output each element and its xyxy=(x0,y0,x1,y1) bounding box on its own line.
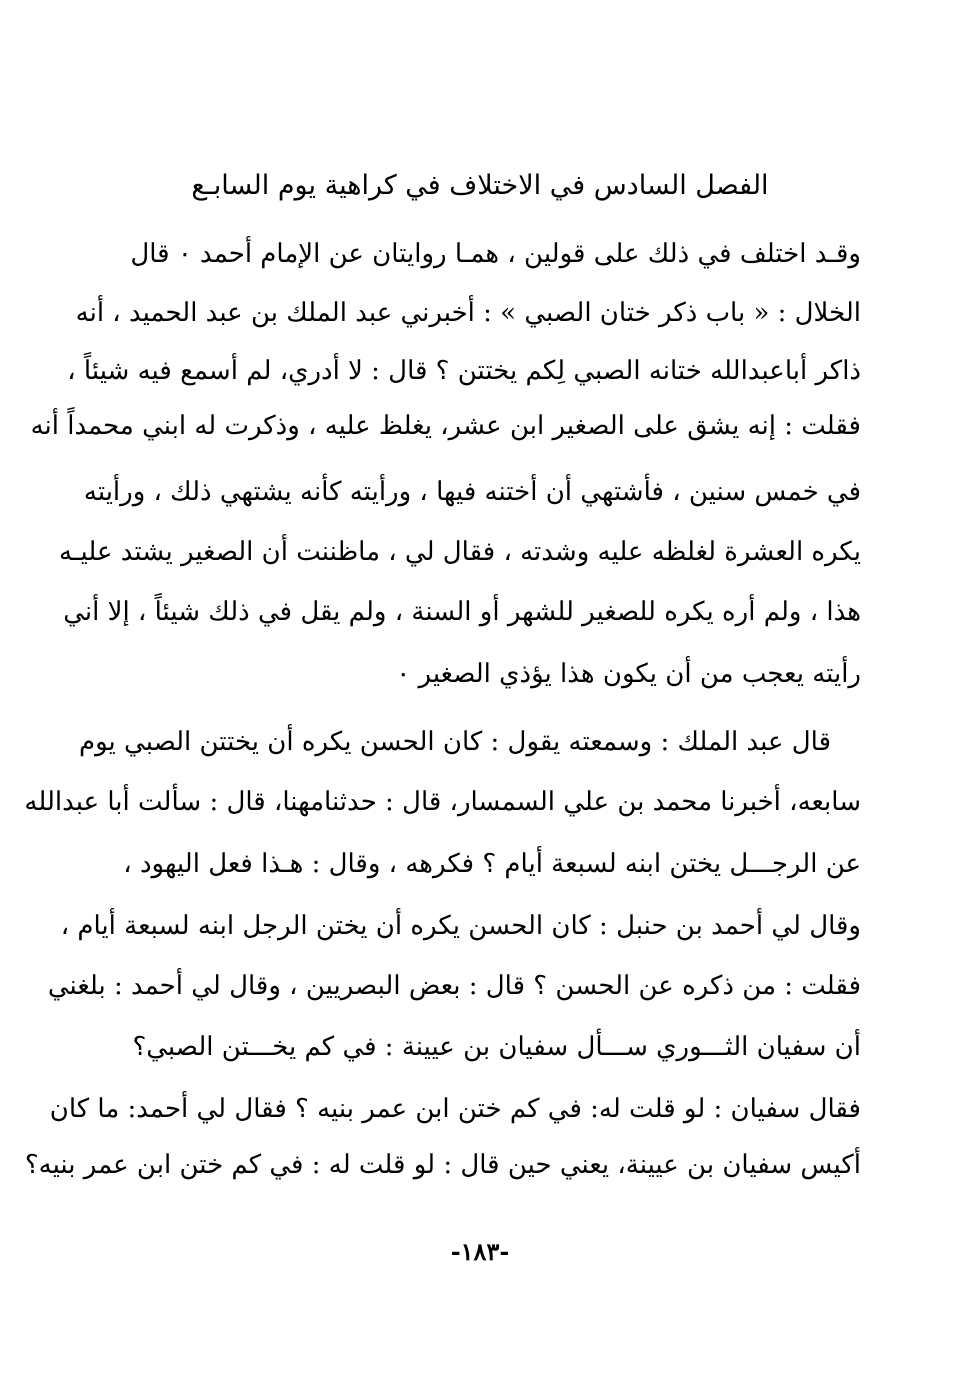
paragraph-2-line-4: وقال لي أحمد بن حنبل : كان الحسن يكره أن يختن الرجل ابنه لسبعة أيام ، xyxy=(60,911,861,941)
paragraph-1-line-5: في خمس سنين ، فأشتهي أن أختنه فيها ، ورأيته كأنه يشتهي ذلك ، ورأيته xyxy=(83,477,861,507)
paragraph-2-line-6: أن سفيان الثـــوري ســـأل سفيان بن عيينة : في كم يخـــتن الصبي؟ xyxy=(132,1032,861,1062)
paragraph-2-line-7: فقال سفيان : لو قلت له: في كم ختن ابن عمر بنيه ؟ فقال لي أحمد: ما كان xyxy=(49,1094,861,1124)
paragraph-1-line-2: الخلال : « باب ذكر ختان الصبي » : أخبرني عبد الملك بن عبد الحميد ، أنه xyxy=(75,298,861,328)
page-number: -١٨٣- xyxy=(450,1237,510,1266)
paragraph-2-line-3: عن الرجـــل يختن ابنه لسبعة أيام ؟ فكرهه ، وقال : هـذا فعل اليهود ، xyxy=(123,849,861,879)
paragraph-1-line-8: رأيته يعجب من أن يكون هذا يؤذي الصغير ٠ xyxy=(396,659,861,689)
chapter-title: الفصل السادس في الاختلاف في كراهية يوم السابـع xyxy=(191,170,769,201)
paragraph-1-line-7: هذا ، ولم أره يكره للصغير للشهر أو السنة ، ولم يقل في ذلك شيئاً ، إلا أني xyxy=(63,597,861,627)
paragraph-2-line-8: أكيس سفيان بن عيينة، يعني حين قال : لو قلت له : في كم ختن ابن عمر بنيه؟ xyxy=(24,1150,861,1180)
paragraph-1-line-3: ذاكر أباعبدالله ختانه الصبي لِكم يختتن ؟ قال : لا أدري، لم أسمع فيه شيئاً ، xyxy=(67,356,861,386)
paragraph-1-line-4: فقلت : إنه يشق على الصغير ابن عشر، يغلظ عليه ، وذكرت له ابني محمداً أنه xyxy=(30,411,861,441)
paragraph-2-line-1: قال عبد الملك : وسمعته يقول : كان الحسن يكره أن يختتن الصبي يوم xyxy=(79,727,831,757)
paragraph-2-line-2: سابعه، أخبرنا محمد بن علي السمسار، قال : حدثنامهنا، قال : سألت أبا عبدالله xyxy=(24,787,861,817)
paragraph-1-line-6: يكره العشرة لغلظه عليه وشدته ، فقال لي ، ماظننت أن الصغير يشتد عليـه xyxy=(59,537,861,567)
paragraph-2-line-5: فقلت : من ذكره عن الحسن ؟ قال : بعض البصريين ، وقال لي أحمد : بلغني xyxy=(47,971,861,1001)
paragraph-1-line-1: وقـد اختلف في ذلك على قولين ، همـا روايتان عن الإمام أحمد ٠ قال xyxy=(130,239,861,269)
